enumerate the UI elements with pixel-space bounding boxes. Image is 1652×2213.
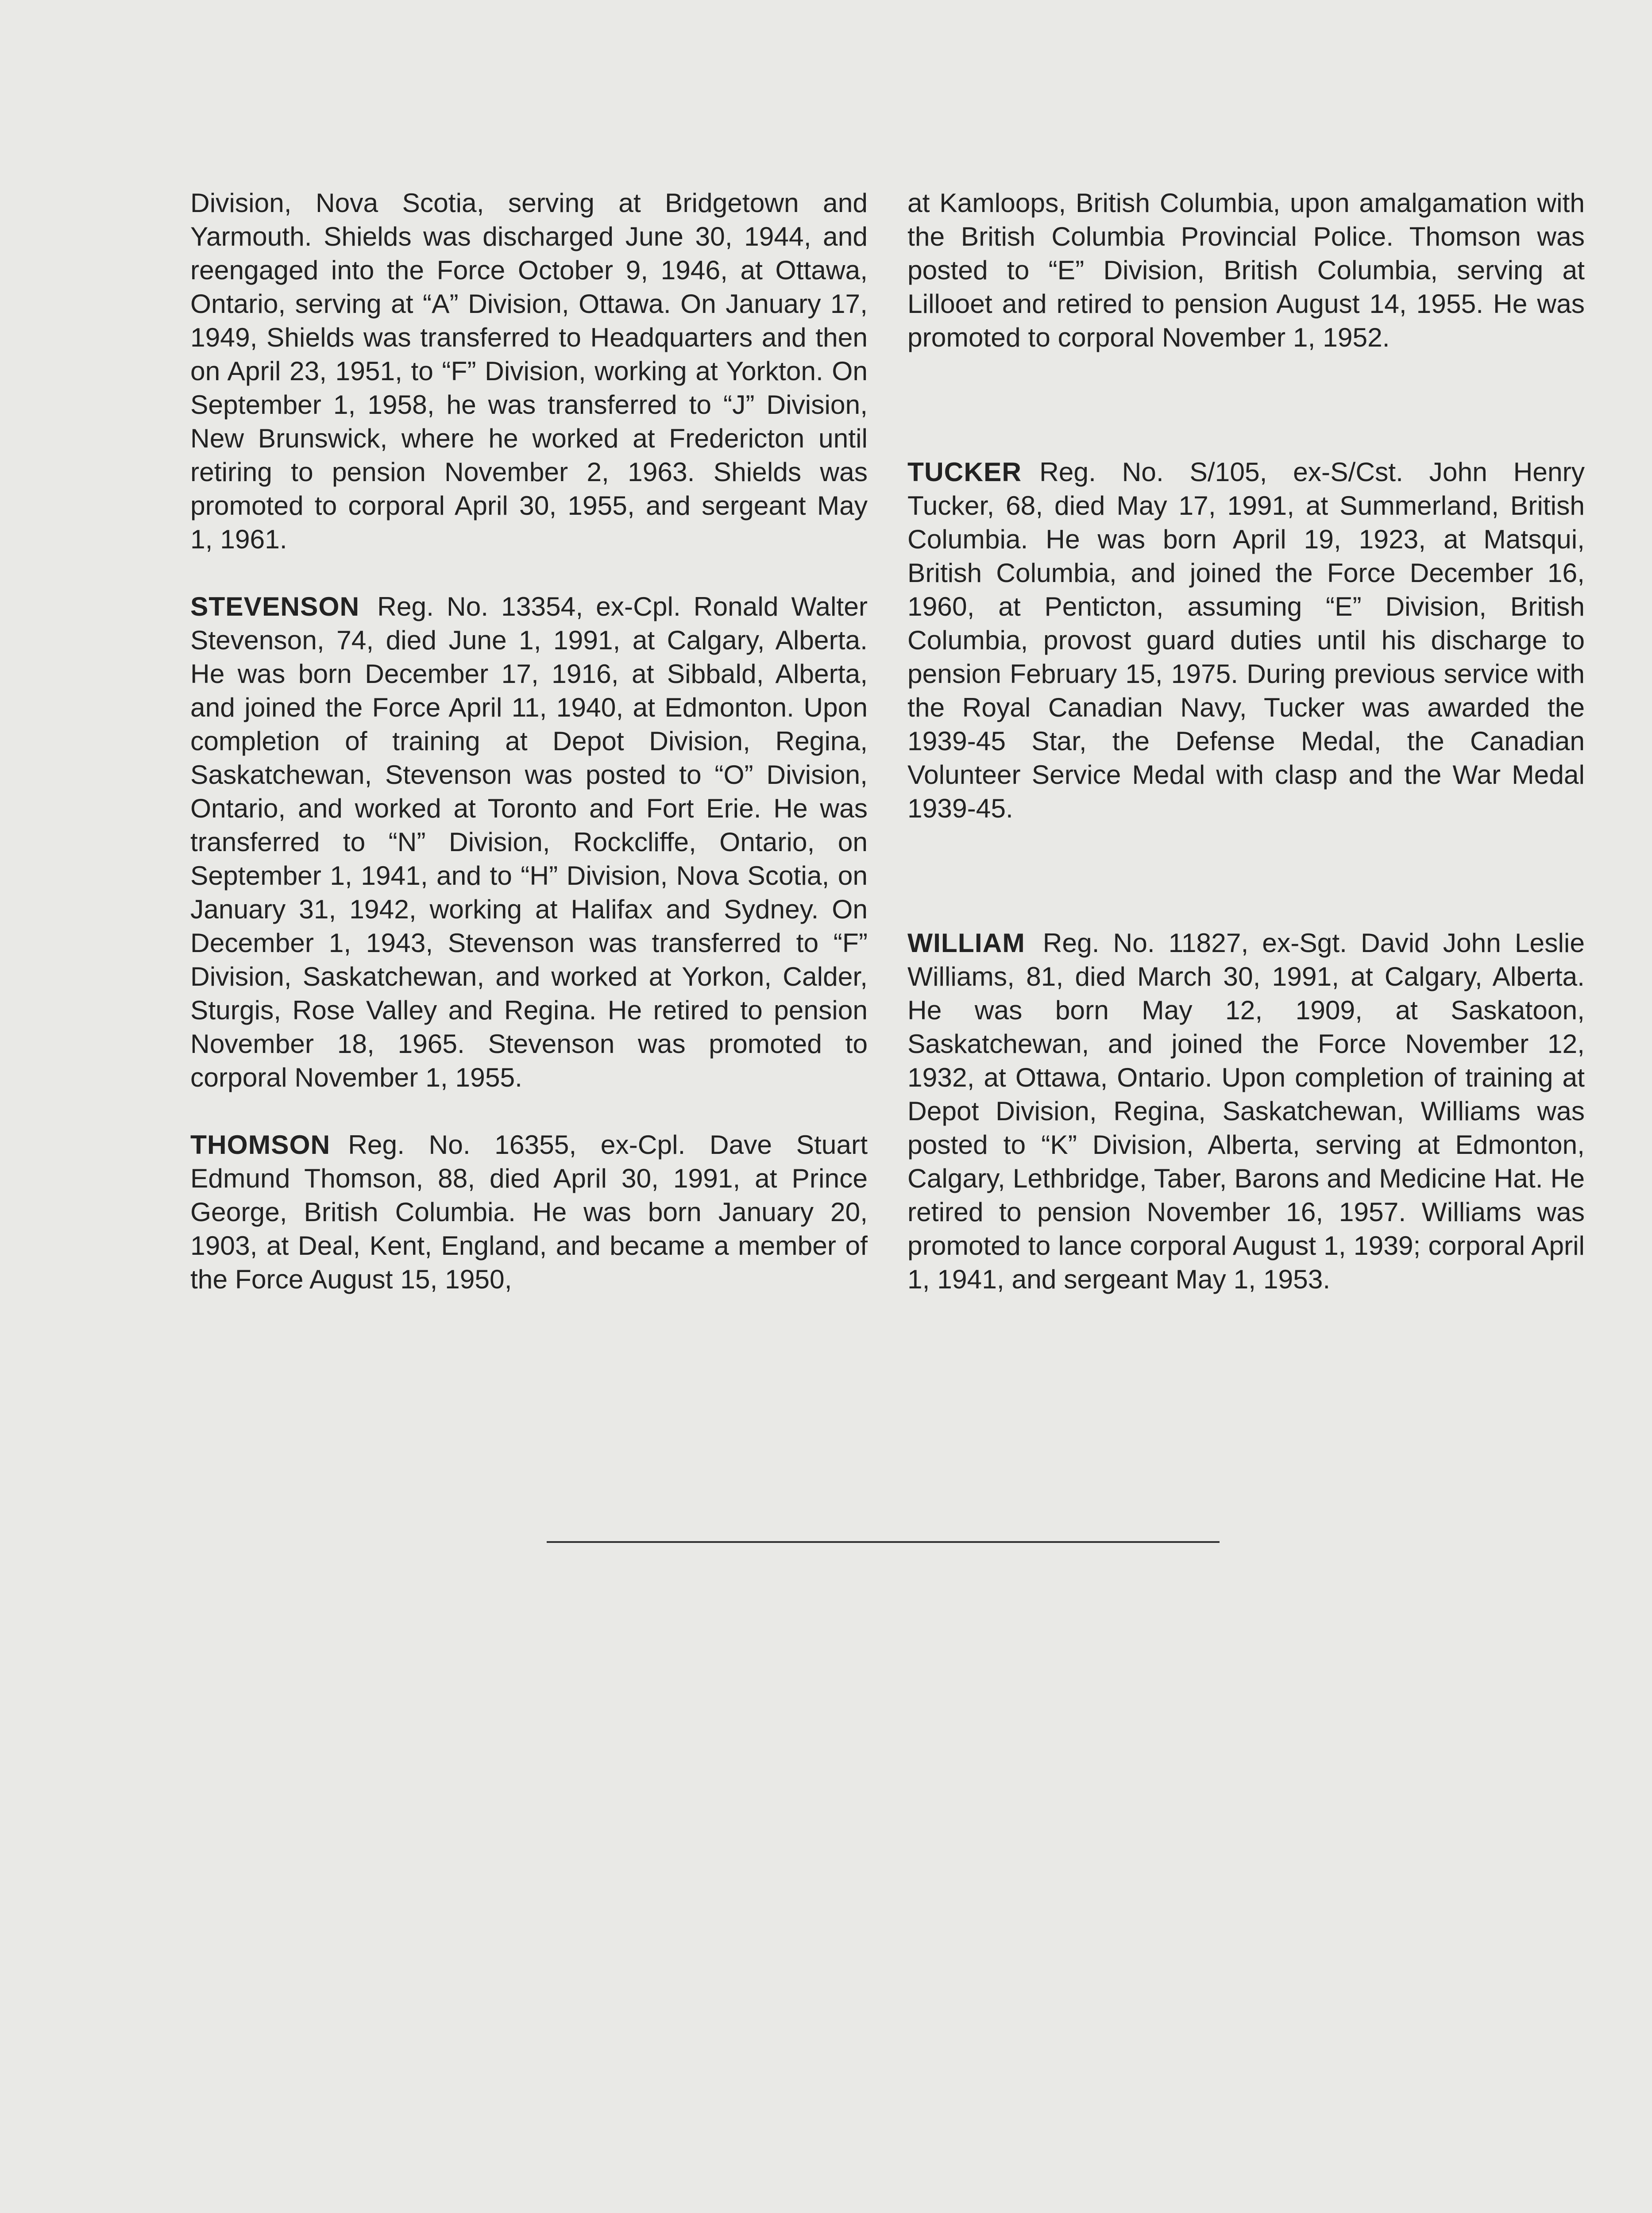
entry-surname: WILLIAM <box>907 928 1025 958</box>
entry-text: Reg. No. 13354, ex-Cpl. Ronald Walter Stevenson, 74, died June 1, 1991, at Calgary, Alberta. He was born December 17, 1916, at Sibbald, Alberta, and joined the Force April 11, 1940, at Edmonton. Upon completion of training at Depot Division, Regina, Saskatchewan, Stevenson was posted to “O” Division, Ontario, and worked at Toronto and Fort Erie. He was transferred to “N” Division, Rockcliffe, Ontario, on September 1, 1941, and to “H” Division, Nova Scotia, on January 31, 1942, working at Halifax and Sydney. On December 1, 1943, Stevenson was transferred to “F” Division, Saskatchewan, and worked at Yorkon, Calder, Sturgis, Rose Valley and Regina. He retired to pension November 18, 1965. Stevenson was promoted to corporal November 1, 1955. <box>190 591 868 1092</box>
obituary-entry-thomson-continued <box>907 186 1585 354</box>
section-divider <box>547 1541 1220 1543</box>
entry-surname: TUCKER <box>907 457 1022 487</box>
entry-text: Reg. No. 11827, ex-Sgt. David John Leslie Williams, 81, died March 30, 1991, at Calgary, Alberta. He was born May 12, 1909, at Saskatoon, Saskatchewan, and joined the Force November 12, 1932, at Ottawa, Ontario. Upon completion of training at Depot Division, Regina, Saskatchewan, Williams was posted to “K” Division, Alberta, serving at Edmonton, Calgary, Lethbridge, Taber, Barons and Medicine Hat. He retired to pension November 16, 1957. Williams was promoted to lance corporal August 1, 1939; corporal April 1, 1941, and sergeant May 1, 1953. <box>907 928 1585 1294</box>
obituary-entry-tucker <box>907 455 1585 825</box>
entry-text: Reg. No. S/105, ex-S/Cst. John Henry Tucker, 68, died May 17, 1991, at Summerland, British Columbia. He was born April 19, 1923, at Matsqui, British Columbia, and joined the Force December 16, 1960, at Penticton, assuming “E” Division, British Columbia, provost guard duties until his discharge to pension February 15, 1975. During previous service with the Royal Canadian Navy, Tucker was awarded the 1939-45 Star, the Defense Medal, the Canadian Volunteer Service Medal with clasp and the War Medal 1939-45. <box>907 457 1585 823</box>
entry-text: Reg. No. 16355, ex-Cpl. Dave Stuart Edmund Thomson, 88, died April 30, 1991, at Prince George, British Columbia. He was born January 20, 1903, at Deal, Kent, England, and became a member of the Force August 15, 1950, <box>190 1130 868 1294</box>
entry-text: at Kamloops, British Columbia, upon amalgamation with the British Columbia Provincial Police. Thomson was posted to “E” Division, British Columbia, serving at Lillooet and retired to pension August 14, 1955. He was promoted to corporal November 1, 1952. <box>907 188 1585 352</box>
left-column <box>190 186 868 1296</box>
entry-surname: STEVENSON <box>190 591 360 621</box>
obituary-entry-stevenson <box>190 590 868 1094</box>
entry-surname: THOMSON <box>190 1130 331 1160</box>
obituary-entry-thomson <box>190 1128 868 1296</box>
obituary-entry-williams <box>907 926 1585 1296</box>
entry-text: Division, Nova Scotia, serving at Bridgetown and Yarmouth. Shields was discharged June 30, 1944, and reengaged into the Force October 9, 1946, at Ottawa, Ontario, serving at “A” Division, Ottawa. On January 17, 1949, Shields was transferred to Headquarters and then on April 23, 1951, to “F” Division, working at Yorkton. On September 1, 1958, he was transferred to “J” Division, New Brunswick, where he worked at Fredericton until retiring to pension November 2, 1963. Shields was promoted to corporal April 30, 1955, and sergeant May 1, 1961. <box>190 188 868 554</box>
obituary-entry-shields-continued <box>190 186 868 556</box>
right-column <box>907 186 1585 1296</box>
